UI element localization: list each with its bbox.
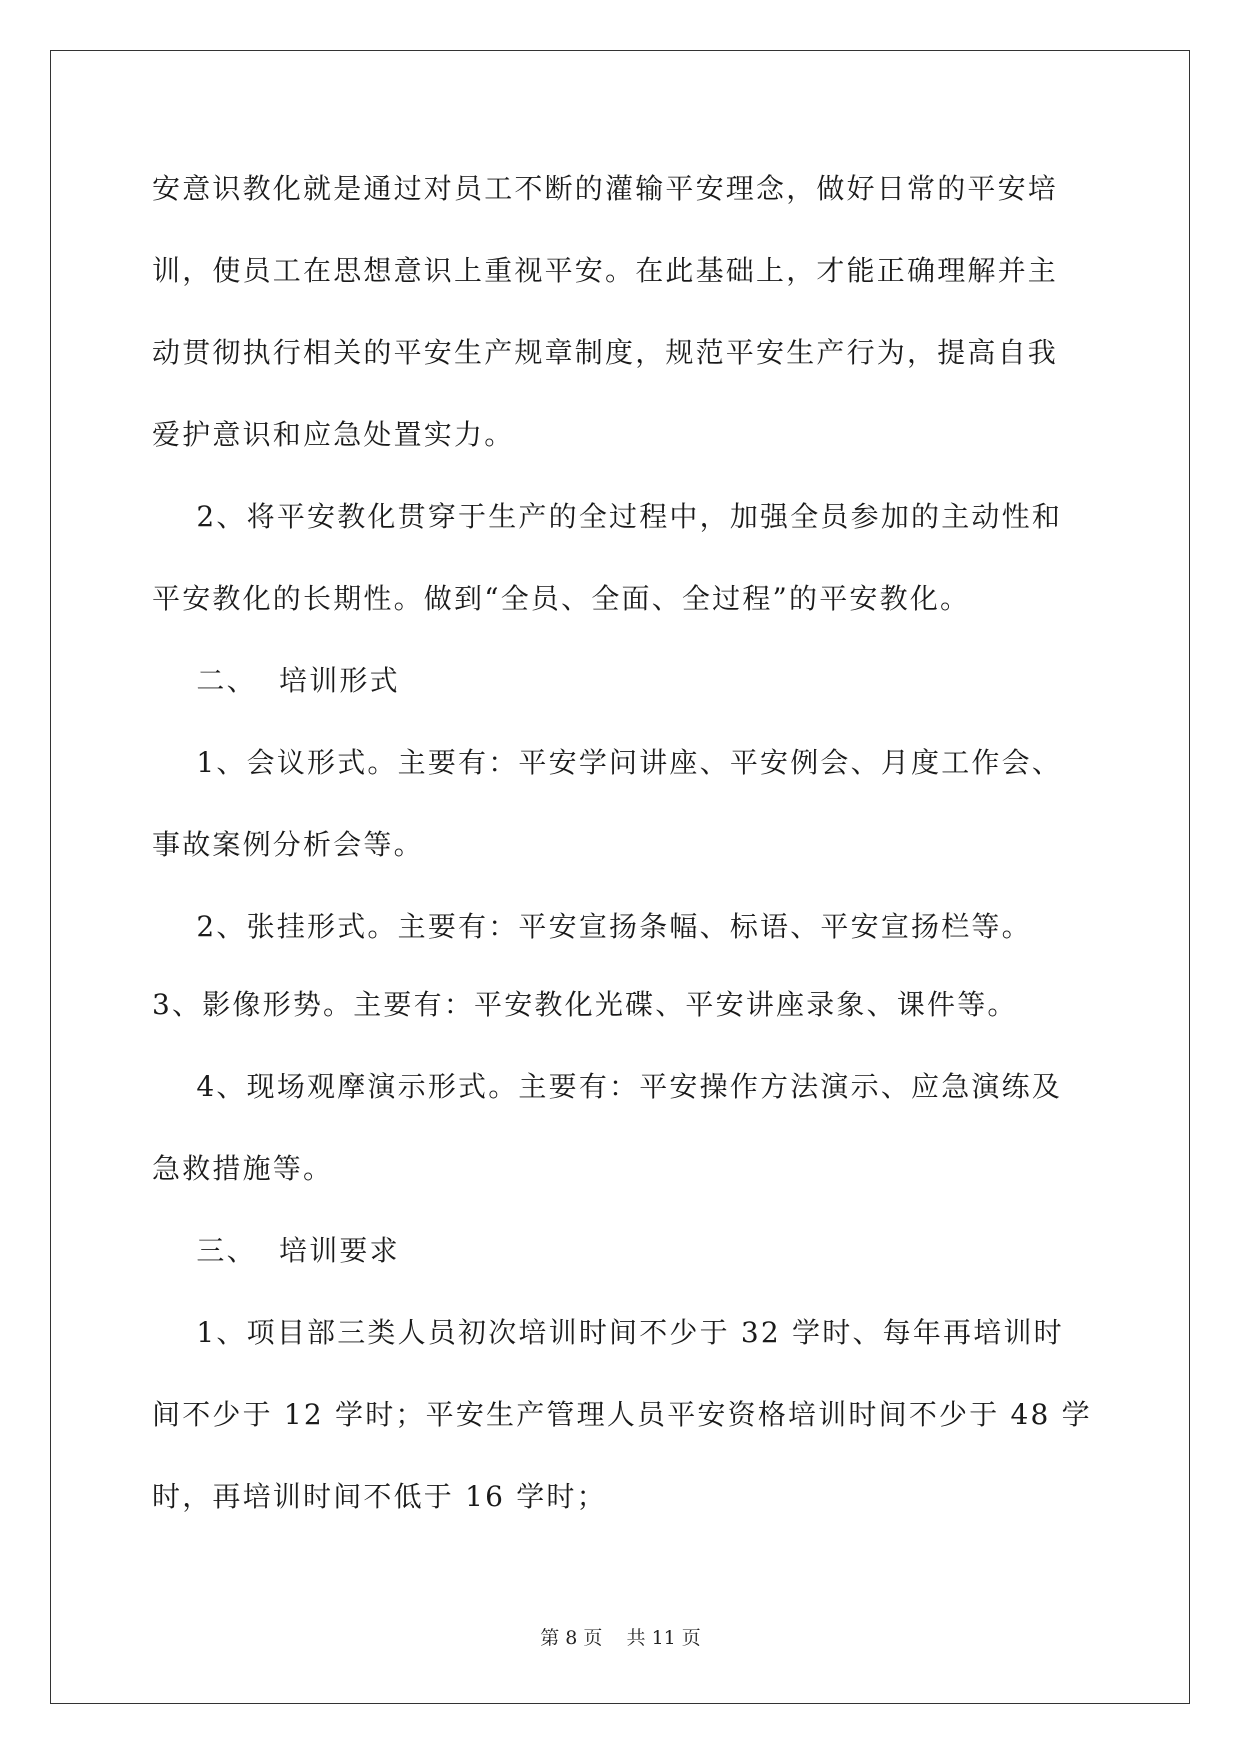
section-heading: 二、 培训形式	[152, 664, 400, 697]
text-line: 间不少于 12 学时；平安生产管理人员平安资格培训时间不少于 48 学	[152, 1398, 1092, 1431]
text-line: 平安教化的长期性。做到“全员、全面、全过程”的平安教化。	[152, 582, 971, 615]
text-line: 时，再培训时间不低于 16 学时；	[152, 1480, 607, 1513]
text-line: 训，使员工在思想意识上重视平安。在此基础上，才能正确理解并主	[152, 254, 1059, 287]
section-heading: 三、 培训要求	[152, 1234, 400, 1267]
text-line: 动贯彻执行相关的平安生产规章制度，规范平安生产行为，提高自我	[152, 336, 1059, 369]
text-line: 急救措施等。	[152, 1152, 334, 1185]
page-border	[50, 50, 1190, 1704]
text-line: 2、张挂形式。主要有：平安宣扬条幅、标语、平安宣扬栏等。	[152, 910, 1032, 943]
text-line: 1、会议形式。主要有：平安学问讲座、平安例会、月度工作会、	[152, 746, 1063, 779]
page-footer: 第 8 页 共 11 页	[540, 1627, 701, 1649]
text-line: 爱护意识和应急处置实力。	[152, 418, 515, 451]
text-line: 3、影像形势。主要有：平安教化光碟、平安讲座录象、课件等。	[152, 988, 1018, 1021]
text-line: 事故案例分析会等。	[152, 828, 424, 861]
text-line: 2、将平安教化贯穿于生产的全过程中，加强全员参加的主动性和	[152, 500, 1063, 533]
text-line: 4、现场观摩演示形式。主要有：平安操作方法演示、应急演练及	[152, 1070, 1063, 1103]
text-line: 1、项目部三类人员初次培训时间不少于 32 学时、每年再培训时	[152, 1316, 1064, 1349]
text-line: 安意识教化就是通过对员工不断的灌输平安理念，做好日常的平安培	[152, 172, 1059, 205]
